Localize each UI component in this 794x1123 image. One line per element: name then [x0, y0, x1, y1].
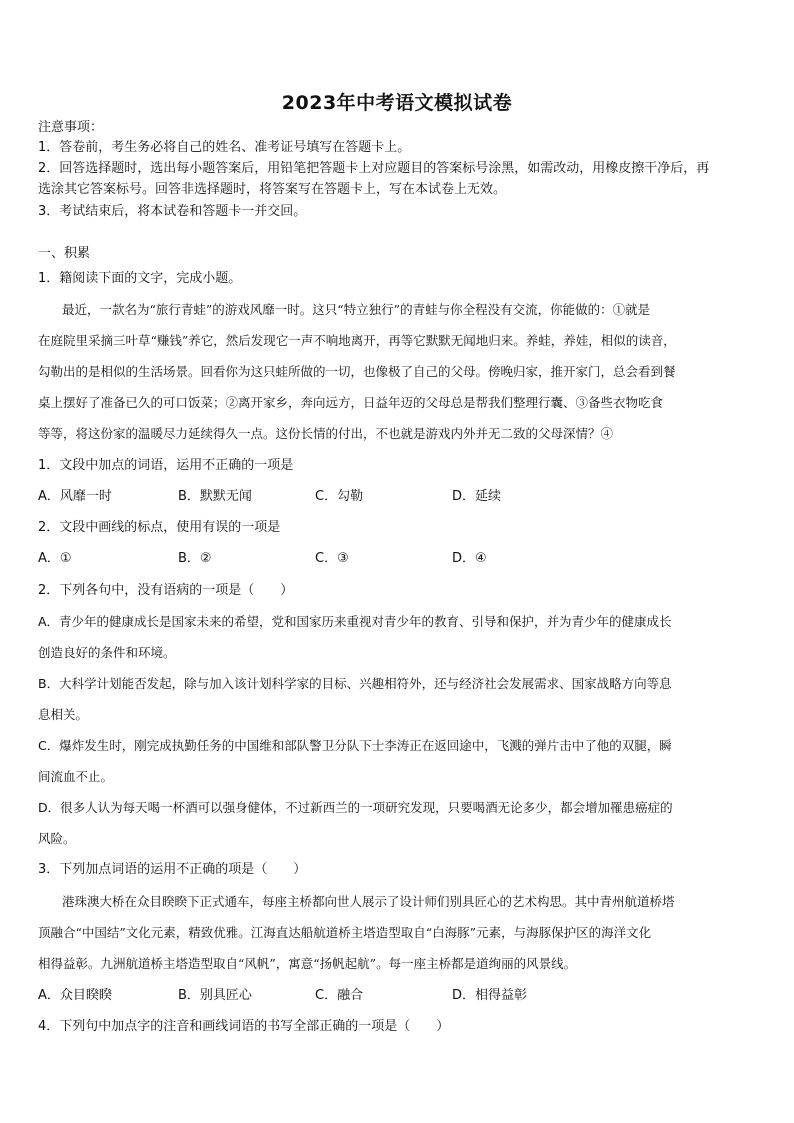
option-c-text: C．爆炸发生时，刚完成执勤任务的中国维和部队警卫分队下士李涛正在返回途中，飞溅的弹片击中了他的双腿，瞬	[38, 738, 672, 753]
option-c-text-cont: 间流血不止。	[38, 769, 114, 784]
option-d-text: D．很多人认为每天喝一杯酒可以强身健体，不过新西兰的一项研究发现，只要喝酒无论多少，都会增加罹患癌症的	[38, 800, 673, 815]
question-4-stem: 4．下列句中加点字的注音和画线词语的书写全部正确的一项是（ ）	[38, 1019, 450, 1034]
question-3-stem: 3．下列加点词语的运用不正确的项是（ ）	[38, 862, 307, 877]
option-b-text: B．大科学计划能否发起，除与加入该计划科学家的目标、兴趣相符外，还与经济社会发展需求、国家战略方向等息	[38, 676, 672, 691]
subquestion-2: 2．文段中画线的标点，使用有误的一项是	[38, 520, 281, 535]
page-title: 2023年中考语文模拟试卷	[281, 92, 513, 114]
option-a-text: A．青少年的健康成长是国家未来的希望，党和国家历来重视对青少年的教育、引导和保护，并为青少年的健康成长	[38, 614, 672, 629]
notice-item-2: 2．回答选择题时，选出每小题答案后，用铅笔把答题卡上对应题目的答案标号涂黑，如需改动，用橡皮擦干净后，再	[38, 161, 710, 176]
passage-line: 桌上摆好了准备已久的可口饭菜；②离开家乡，奔向远方，日益年迈的父母总是帮我们整理行囊、③备些衣物吃食	[38, 395, 664, 410]
option-b[interactable]: B．默默无闻	[178, 489, 252, 504]
option-a[interactable]: A．①	[38, 551, 72, 566]
passage-line: 等等，将这份家的温暖尽力延续得久一点。这份长情的付出，不也就是游戏内外并无二致的父母深情？④	[38, 426, 614, 441]
notice-heading: 注意事项：	[38, 120, 104, 135]
passage-line: 最近，一款名为“旅行青蛙”的游戏风靡一时。这只“特立独行”的青蛙与你全程没有交流，你能做的：①就是	[62, 302, 651, 317]
section-heading: 一、积累	[38, 246, 91, 261]
option-b[interactable]: B．②	[178, 551, 212, 566]
option-d[interactable]: D．相得益彰	[452, 988, 528, 1003]
passage-line: 勾勒出的是相似的生活场景。回看你为这只蛙所做的一切，也像极了自己的父母。傍晚归家，推开家门，总会看到餐	[38, 364, 676, 379]
option-b[interactable]: B．别具匠心	[178, 988, 252, 1003]
option-d[interactable]: D．④	[452, 551, 487, 566]
notice-item-2-cont: 选涂其它答案标号。回答非选择题时，将答案写在答题卡上，写在本试卷上无效。	[38, 182, 507, 197]
option-c[interactable]: C．③	[315, 551, 349, 566]
question-1-stem: 1．籍阅读下面的文字，完成小题。	[38, 271, 242, 286]
passage-line: 在庭院里采摘三叶草“赚钱”养它，然后发现它一声不响地离开，再等它默默无闻地归来。养蛙，养娃，相似的读音，	[38, 333, 676, 348]
subquestion-1: 1．文段中加点的词语，运用不正确的一项是	[38, 458, 294, 473]
question-2-stem: 2．下列各句中，没有语病的一项是（ ）	[38, 583, 294, 598]
option-c[interactable]: C．勾勒	[315, 489, 364, 504]
option-a[interactable]: A．众目睽睽	[38, 988, 112, 1003]
option-d[interactable]: D．延续	[452, 489, 502, 504]
notice-item-3: 3．考试结束后，将本试卷和答题卡一并交回。	[38, 204, 307, 219]
passage-line: 相得益彰。九洲航道桥主塔造型取自“风帆”，寓意“扬帆起航”。每一座主桥都是道绚丽的风景线。	[38, 956, 577, 971]
option-b-text-cont: 息相关。	[38, 707, 89, 722]
option-a-text-cont: 创造良好的条件和环境。	[38, 645, 176, 660]
option-c[interactable]: C．融合	[315, 988, 364, 1003]
passage-line: 顶融合“中国结”文化元素，精致优雅。江海直达船航道桥主塔造型取自“白海豚”元素，与海豚保护区的海洋文化	[38, 925, 652, 940]
notice-item-1: 1．答卷前，考生务必将自己的姓名、准考证号填写在答题卡上。	[38, 140, 411, 155]
option-a[interactable]: A．风靡一时	[38, 489, 112, 504]
option-d-text-cont: 风险。	[38, 831, 76, 846]
passage-line: 港珠澳大桥在众目睽睽下正式通车，每座主桥都向世人展示了设计师们别具匠心的艺术构思。其中青州航道桥塔	[62, 894, 675, 909]
